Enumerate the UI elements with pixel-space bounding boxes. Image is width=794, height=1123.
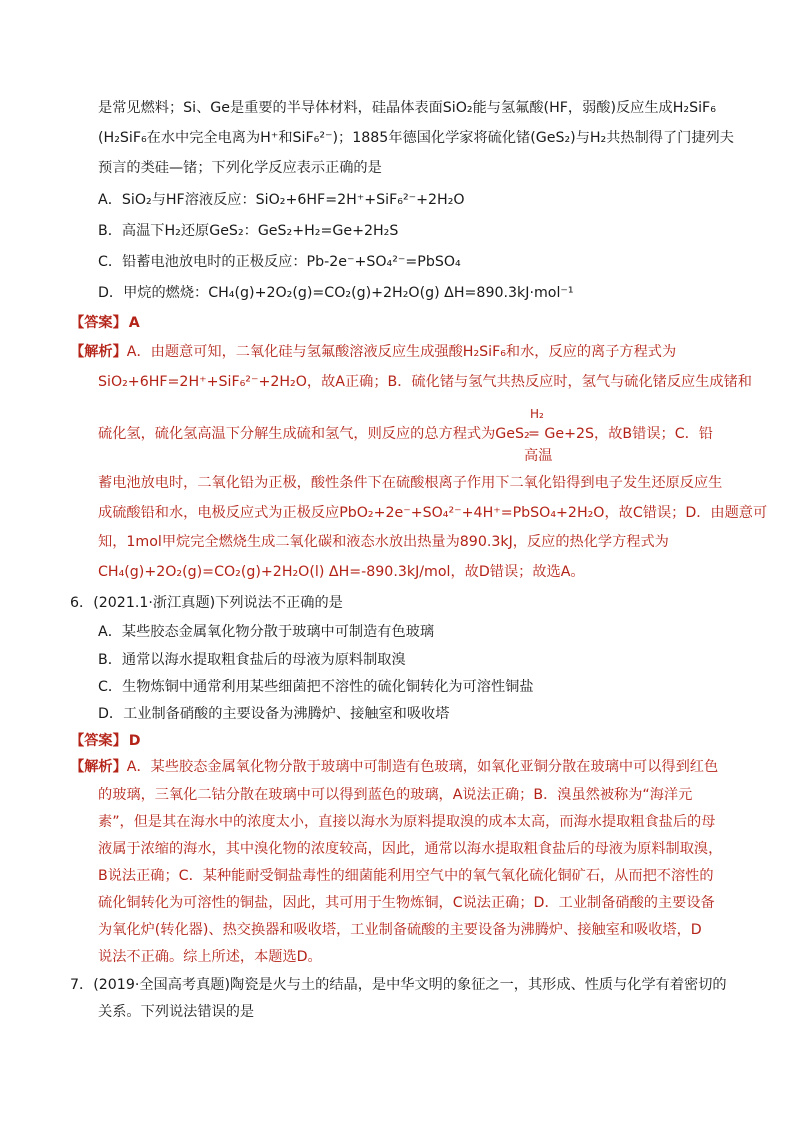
q6-option-d: D．工业制备硝酸的主要设备为沸腾炉、接触室和吸收塔 [98,706,450,722]
q6-stem: 6．(2021.1·浙江真题)下列说法不正确的是 [70,595,343,611]
answer-label: 【答案】 [70,733,127,749]
analysis-text: A．某些胶态金属氧化物分散于玻璃中可制造有色玻璃，如氧化亚铜分散在玻璃中可以得到红色 [126,759,719,775]
q5-option-d: D．甲烷的燃烧：CH₄(g)+2O₂(g)=CO₂(g)+2H₂O(g) ΔH=890.3kJ·mol⁻¹ [98,285,574,301]
answer-value: D [128,733,141,749]
analysis-label: 【解析】 [70,344,127,360]
q6-option-c: C．生物炼铜中通常利用某些细菌把不溶性的硫化铜转化为可溶性铜盐 [98,679,534,695]
q6-analysis-line-2: 的玻璃，三氧化二钴分散在玻璃中可以得到蓝色的玻璃，A说法正确；B．溴虽然被称为“海洋元 [98,787,693,803]
q5-analysis-line-4: 蓄电池放电时，二氧化铅为正极，酸性条件下在硫酸根离子作用下二氧化铅得到电子发生还原反应生 [98,475,723,491]
q5-stem-line-2: (H₂SiF₆在水中完全电离为H⁺和SiF₆²⁻)；1885年德国化学家将硫化锗(GeS₂)与H₂共热制得了门捷列夫 [98,130,734,146]
q5-analysis-line-5: 成硫酸铅和水，电极反应式为正极反应PbO₂+2e⁻+SO₄²⁻+4H⁺=PbSO₄+2H₂O，故C错误；D．由题意可 [98,505,768,521]
q6-analysis-line-1 [70,757,718,777]
analysis-label: 【解析】 [70,759,127,775]
q6-analysis-line-8: 说法不正确。综上所述，本题选D。 [98,949,322,965]
q6-option-b: B．通常以海水提取粗食盐后的母液为原料制取溴 [98,652,406,668]
q7-stem-line-1: 7．(2019·全国高考真题)陶瓷是火与土的结晶，是中华文明的象征之一，其形成、性质与化学有着密切的 [70,977,727,993]
q6-answer [70,731,141,751]
q5-stem-line-3: 预言的类硅—锗；下列化学反应表示正确的是 [98,160,382,176]
q5-analysis-line-6: 知，1mol甲烷完全燃烧生成二氧化碳和液态水放出热量为890.3kJ，反应的热化学方程式为 [98,534,669,550]
q6-analysis-line-7: 为氧化炉(转化器)、热交换器和吸收塔，工业制备硫酸的主要设备为沸腾炉、接触室和吸收塔，D [98,922,702,938]
q5-analysis-line-1 [70,342,676,362]
q7-stem-line-2: 关系。下列说法错误的是 [98,1004,255,1020]
q5-answer [70,313,140,333]
q5-analysis-line-3b: = Ge+2S，故B错误；C．铅 [528,426,713,442]
q5-stem-line-1: 是常见燃料；Si、Ge是重要的半导体材料，硅晶体表面SiO₂能与氢氟酸(HF，弱酸)反应生成H₂SiF₆ [98,100,716,116]
q5-option-b: B．高温下H₂还原GeS₂：GeS₂+H₂=Ge+2H₂S [98,223,399,239]
answer-value: A [128,315,140,331]
answer-label: 【答案】 [70,315,127,331]
q5-option-a: A．SiO₂与HF溶液反应：SiO₂+6HF=2H⁺+SiF₆²⁻+2H₂O [98,192,465,208]
q6-analysis-line-6: 硫化铜转化为可溶性的铜盐，因此，其可用于生物炼铜，C说法正确；D．工业制备硝酸的主要设备 [98,895,715,911]
q5-analysis-line-7: CH₄(g)+2O₂(g)=CO₂(g)+2H₂O(l) ΔH=-890.3kJ/mol，故D错误；故选A。 [98,564,585,580]
q6-analysis-line-3: 素”，但是其在海水中的浓度太小，直接以海水为原料提取溴的成本太高，而海水提取粗食盐后的母 [98,814,716,830]
q5-analysis-line-2: SiO₂+6HF=2H⁺+SiF₆²⁻+2H₂O，故A正确；B．硫化锗与氢气共热反应时，氢气与硫化锗反应生成锗和 [98,374,752,390]
q6-analysis-line-4: 液属于浓缩的海水，其中溴化物的浓度较高，因此，通常以海水提取粗食盐后的母液为原料制取溴， [98,841,723,857]
q5-option-c: C．铅蓄电池放电时的正极反应：Pb-2e⁻+SO₄²⁻=PbSO₄ [98,254,461,270]
q5-eq-below: 高温 [524,448,553,464]
analysis-text: A．由题意可知，二氧化硅与氢氟酸溶液反应生成强酸H₂SiF₆和水，反应的离子方程式为 [126,344,677,360]
q5-eq-above: H₂ [530,407,544,421]
q6-option-a: A．某些胶态金属氧化物分散于玻璃中可制造有色玻璃 [98,624,435,640]
q5-analysis-line-3: 硫化氢，硫化氢高温下分解生成硫和氢气，则反应的总方程式为GeS₂ [98,426,530,442]
q6-analysis-line-5: B说法正确；C．某种能耐受铜盐毒性的细菌能利用空气中的氧气氧化硫化铜矿石，从而把不溶性的 [98,868,714,884]
